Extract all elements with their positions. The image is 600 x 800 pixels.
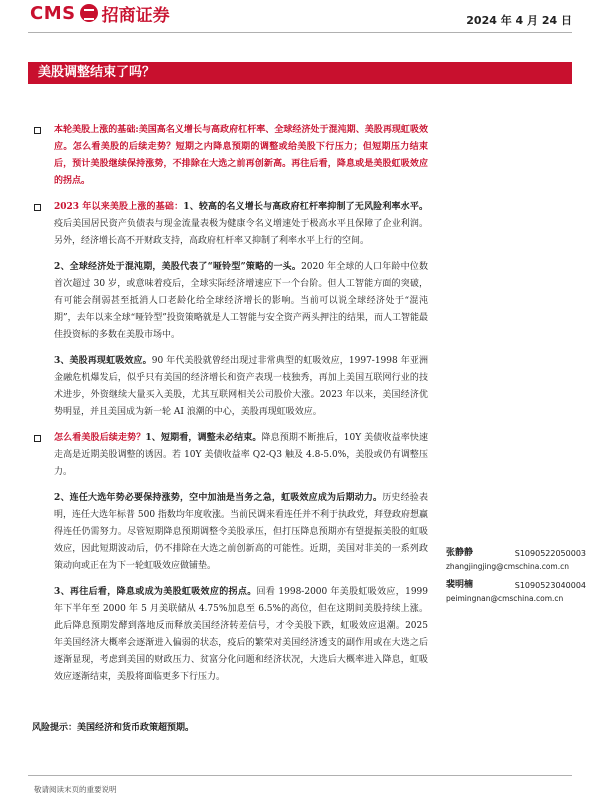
report-date: 2024 年 4 月 24 日 [466,14,572,27]
section1-label: 2023 年以来美股上涨的基础： [54,202,184,212]
analyst-list [446,547,586,611]
point-lead: 2、连任大选年势必要保持涨势，空中加油是当务之急，虹吸效应成为后期动力。 [54,493,383,503]
section2-label: 怎么看美股后续走势？ [54,433,146,443]
section2-point2 [32,490,428,575]
analyst-id: S1090523040004 [514,581,586,590]
point-body: 2020 年全球的人口年龄中位数首次超过 30 岁，或意味着疫后，全球实际经济增速应下一个台阶。但人工智能方面的突破，有可能会削弱甚至抵消人口老龄化给全球经济增长的影响。当前可以说全球经济处于“混沌期”，去年以来全球“哑铃型”投资策略就是人工智能与安全资产两头押注的结果，而人工智能最佳投资标的多数在美股市场中。 [54,262,428,340]
section2-point1 [32,430,428,481]
analyst-name: 裴明楠 [446,580,474,590]
page-title: 美股调整结束了吗？ [28,62,572,84]
section1-point3 [32,353,428,421]
analyst-row [446,579,586,592]
section1-point1 [32,199,428,250]
header-divider [28,32,572,33]
logo-text-cn: 招商证券 [101,5,170,26]
section1-point2 [32,259,428,344]
section2-point3 [32,584,428,686]
logo-mark-icon [80,4,98,22]
square-bullet-icon [34,204,41,211]
risk-warning: 风险提示：美国经济和货币政策超预期。 [32,723,195,733]
analyst-id: S1090522050003 [514,549,586,558]
brand-logo [30,2,170,24]
point-lead: 3、美股再现虹吸效应。 [54,356,152,366]
point-body: 降息预期不断推后，10Y 美债收益率快速走高是近期美股调整的诱因。若 10Y 美债收益率 Q2-Q3 触及 4.8-5.0%，美股或仍有调整压力。 [54,433,428,477]
analyst-name: 张静静 [446,548,474,558]
point-body: 回看 1998-2000 年美股虹吸效应，1999 年下半年至 2000 年 5 月美联储从 4.75%加息至 6.5%的高位，但在这期间美股持续上涨。此后降息预期发酵到落地反而释放美国经济转差信号，才令美股下跌，虹吸效应退潮。2025 年美国经济大概率会逐渐进入偏弱的状态，疫后的繁荣对美国经济透支的副作用或在大选之后逐渐显现，考虑到美国的财政压力、贫富分化问题和经济状况，大选后大概率进入降息，虹吸效应逐渐结束，美股将面临更多下行压力。 [54,587,428,682]
point-lead: 3、再往后看，降息或成为美股虹吸效应的拐点。 [54,587,257,597]
logo-text-latin: CMS [30,2,76,24]
summary-label: 本轮美股上涨的基础: [54,125,139,135]
point-body: 疫后美国居民资产负债表与现金流量表极为健康令名义增速处于极高水平且保障了企业利润。另外，经济增长高不开财政支持，高政府杠杆率又抑制了利率水平上行的空间。 [54,219,428,246]
point-lead: 2、全球经济处于混沌期，美股代表了“哑铃型”策略的一头。 [54,262,302,272]
summary-text: 美国高名义增长与高政府杠杆率、全球经济处于混沌期、美股再现虹吸效应。怎么看美股的后续走势？短期之内降息预期的调整或给美股下行压力；但短期压力结束后，预计美股继续保持涨势，不排除在大选之前再创新高。再往后看，降息或是美股虹吸效应的拐点。 [54,125,428,186]
summary-paragraph [32,122,428,190]
point-lead: 1、短期看，调整未必结束。 [145,433,262,443]
analyst-email: zhangjingjing@cmschina.com.cn [446,562,569,571]
footer-note: 敬请阅读末页的重要说明 [34,785,117,794]
square-bullet-icon [34,435,41,442]
report-body [32,122,428,695]
point-lead: 1、较高的名义增长与高政府杠杆率抑制了无风险利率水平。 [183,202,429,212]
square-bullet-icon [34,127,41,134]
footer-divider [28,775,572,776]
point-body: 历史经验表明，连任大选年标普 500 指数均年度收涨。当前民调来看连任并不利于执政党，拜登政府想赢得连任仍需努力。尽管短期降息预期调整令美股承压，但打压降息预期亦有望提振美股的虹吸效应，因此短期波动后，仍不排除在大选之前创新高的可能性。近期，美国对非美的一系列政策动向或正在为下一轮虹吸效应做铺垫。 [54,493,428,571]
analyst-email: peimingnan@cmschina.com.cn [446,594,564,603]
point-body: 90 年代美股就曾经出现过非常典型的虹吸效应，1997-1998 年亚洲金融危机爆发后，似乎只有美国的经济增长和资产表现一枝独秀，再加上美国互联网行业的技术进步，外资继续大量买入美股，尤其互联网相关公司股价大涨。2023 年以来，美国经济优势明显，并且美国成为新一轮 AI 浪潮的中心，美股再现虹吸效应。 [54,356,428,417]
analyst-row [446,547,586,560]
